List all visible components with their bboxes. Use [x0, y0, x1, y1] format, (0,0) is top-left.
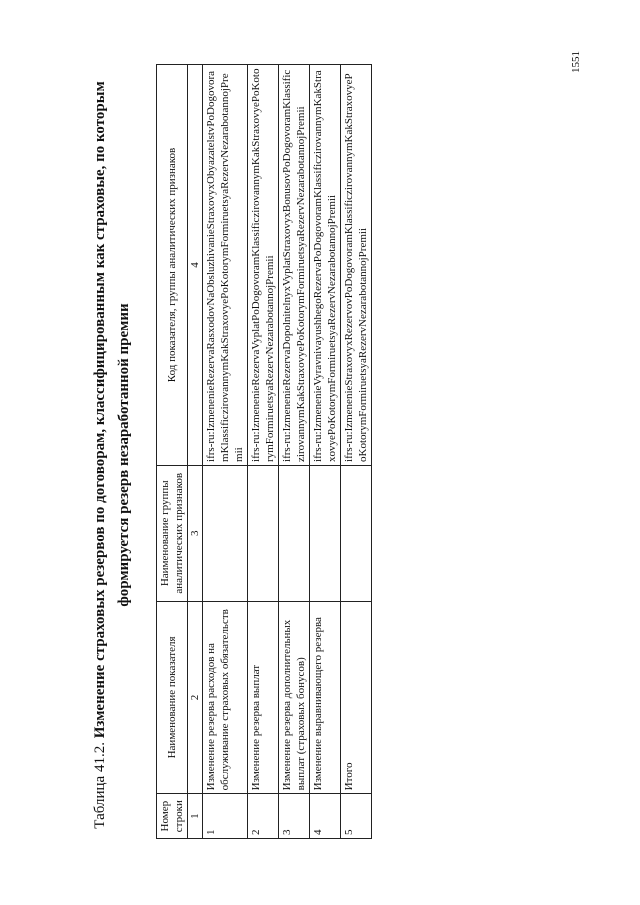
- row-number: 3: [279, 794, 310, 839]
- indicator-name: Изменение резерва расходов на обслуживание страховых обязательств: [203, 601, 248, 794]
- column-number: 1: [188, 794, 203, 839]
- indicator-name: Изменение выравнивающего резерва: [310, 601, 341, 794]
- row-number: 5: [341, 794, 372, 839]
- column-number: 3: [188, 465, 203, 601]
- column-number: 4: [188, 65, 203, 466]
- table-row: [248, 65, 279, 839]
- row-number: 4: [310, 794, 341, 839]
- group-name: [341, 465, 372, 601]
- indicator-code: ifrs-ru:IzmenenieVyravnivayushhegoRezervaPoDogovoramKlassificzirovannymKakStraxovyePoKotorymFormiruetsyaRezervNezarabotannojPremii: [310, 65, 341, 466]
- indicator-code: ifrs-ru:IzmenenieRezervaDopolnitelnyxVyplatStraxovyxBonusovPoDogovoramKlassificzirovannymKakStraxovyePoKotorymFormiruetsyaRezervNezarabotannojPremii: [279, 65, 310, 466]
- header-row-number: Номер строки: [157, 794, 188, 839]
- table-row: [203, 65, 248, 839]
- group-name: [279, 465, 310, 601]
- indicator-code: ifrs-ru:IzmenenieStraxovyxRezervovPoDogovoramKlassificzirovannymKakStraxovyePoKotorymFormiruetsyaRezervNezarabotannojPremii: [341, 65, 372, 466]
- table-title: [88, 45, 136, 865]
- indicator-code: ifrs-ru:IzmenenieRezervaRasxodovNaObsluzhivanieStraxovyxObyazatelstvPoDogovoramKlassificzirovannymKakStraxovyePoKotorymFormiruetsyaRezervNezarabotannojPremii: [203, 65, 248, 466]
- header-indicator-name: Наименование показателя: [157, 601, 188, 794]
- column-number-row: [188, 65, 203, 839]
- table-caption: Изменение страховых резервов по договорам, классифицированным как страховые, по которым формируется резерв незаработанной премии: [92, 81, 132, 739]
- page-number: 1551: [570, 51, 582, 73]
- group-name: [310, 465, 341, 601]
- table-row: [279, 65, 310, 839]
- indicator-name: Изменение резерва выплат: [248, 601, 279, 794]
- group-name: [203, 465, 248, 601]
- indicator-code: ifrs-ru:IzmenenieRezervaVyplatPoDogovoramKlassificzirovannymKakStraxovyePoKotorymFormiruetsyaRezervNezarabotannojPremii: [248, 65, 279, 466]
- indicator-name: Изменение резерва дополнительных выплат (страховых бонусов): [279, 601, 310, 794]
- row-number: 1: [203, 794, 248, 839]
- table-label: Таблица 41.2.: [92, 742, 108, 829]
- table-row: [310, 65, 341, 839]
- indicator-table: [156, 64, 372, 839]
- header-indicator-code: Код показателя, группы аналитических признаков: [157, 65, 188, 466]
- indicator-name: Итого: [341, 601, 372, 794]
- header-group-name: Наименование группы аналитических признаков: [157, 465, 188, 601]
- row-number: 2: [248, 794, 279, 839]
- table-row: [341, 65, 372, 839]
- column-number: 2: [188, 601, 203, 794]
- header-row: [157, 65, 188, 839]
- group-name: [248, 465, 279, 601]
